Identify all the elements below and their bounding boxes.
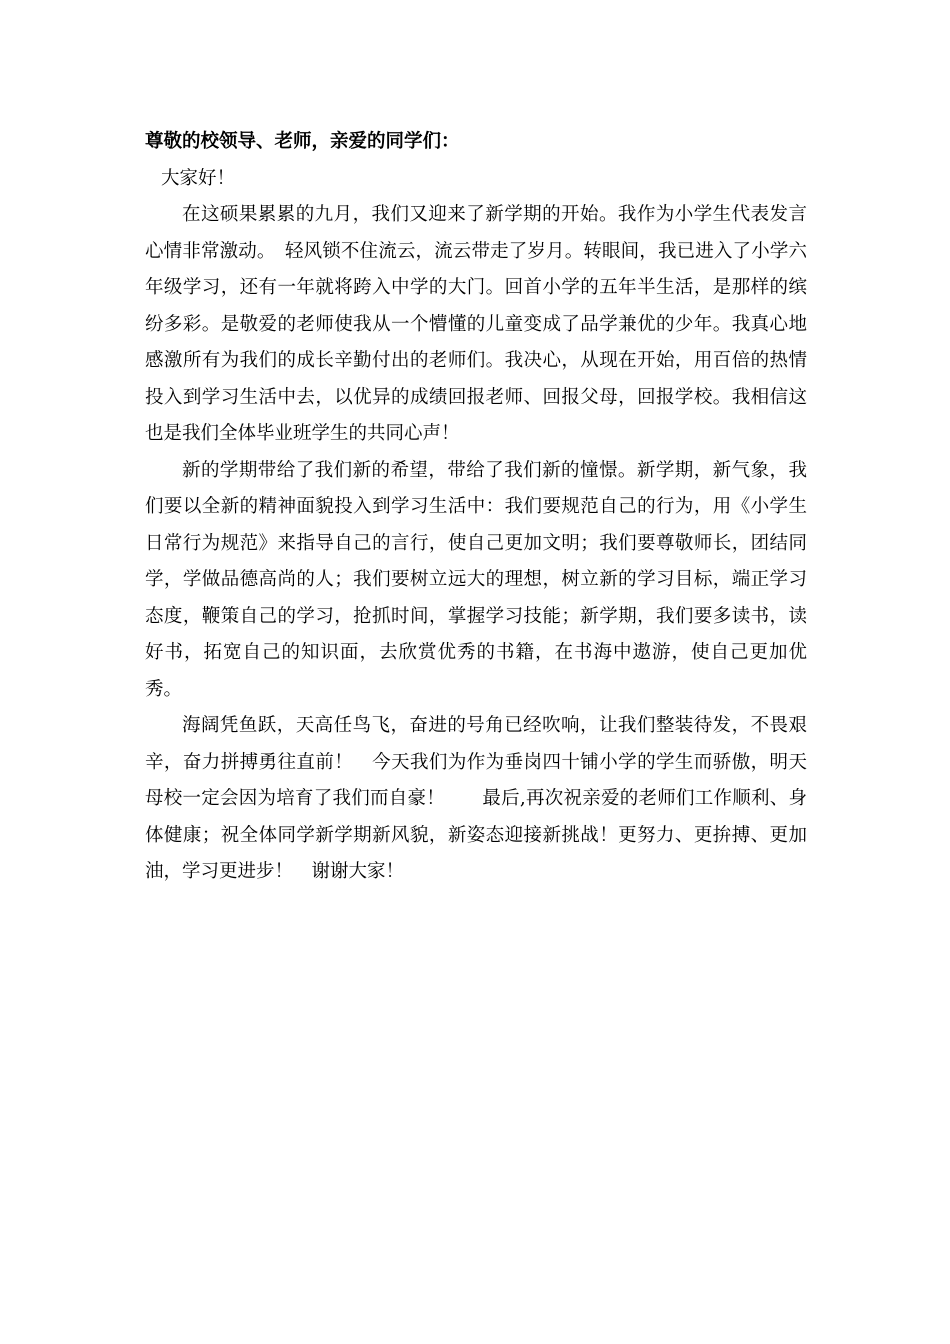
speech-text [145,124,807,891]
paragraph-1: 在这硕果累累的九月，我们又迎来了新学期的开始。我作为小学生代表发言心情非常激动。 轻风锁不住流云，流云带走了岁月。转眼间，我已进入了小学六年级学习，还有一年就将跨入中学的大门。回首小学的五年半生活，是那样的缤纷多彩。是敬爱的老师使我从一个懵懂的儿童变成了品学兼优的少年。我真心地感激所有为我们的成长辛勤付出的老师们。我决心，从现在开始，用百倍的热情投入到学习生活中去，以优异的成绩回报老师、回报父母，回报学校。我相信这也是我们全体毕业班学生的共同心声！ [145,204,807,444]
salutation: 尊敬的校领导、老师，亲爱的同学们： [145,131,460,152]
paragraph-2: 新的学期带给了我们新的希望，带给了我们新的憧憬。新学期，新气象，我们要以全新的精神面貌投入到学习生活中：我们要规范自己的行为，用《小学生日常行为规范》来指导自己的言行，使自己更加文明；我们要尊敬师长，团结同学，学做品德高尚的人；我们要树立远大的理想，树立新的学习目标，端正学习态度，鞭策自己的学习，抢抓时间，掌握学习技能；新学期，我们要多读书，读好书，拓宽自己的知识面，去欣赏优秀的书籍，在书海中遨游，使自己更加优秀。 [145,459,807,700]
paragraph-3: 海阔凭鱼跃，天高任鸟飞，奋进的号角已经吹响，让我们整装待发，不畏艰辛，奋力拼搏勇往直前！ 今天我们为作为垂岗四十铺小学的学生而骄傲，明天母校一定会因为培育了我们而自豪！ 最后,再次祝亲爱的老师们工作顺利、身体健康；祝全体同学新学期新风貌，新姿态迎接新挑战！更努力、更拚搏、更加油，学习更进步！ 谢谢大家！ [145,715,807,882]
greeting: 大家好！ [161,167,236,189]
